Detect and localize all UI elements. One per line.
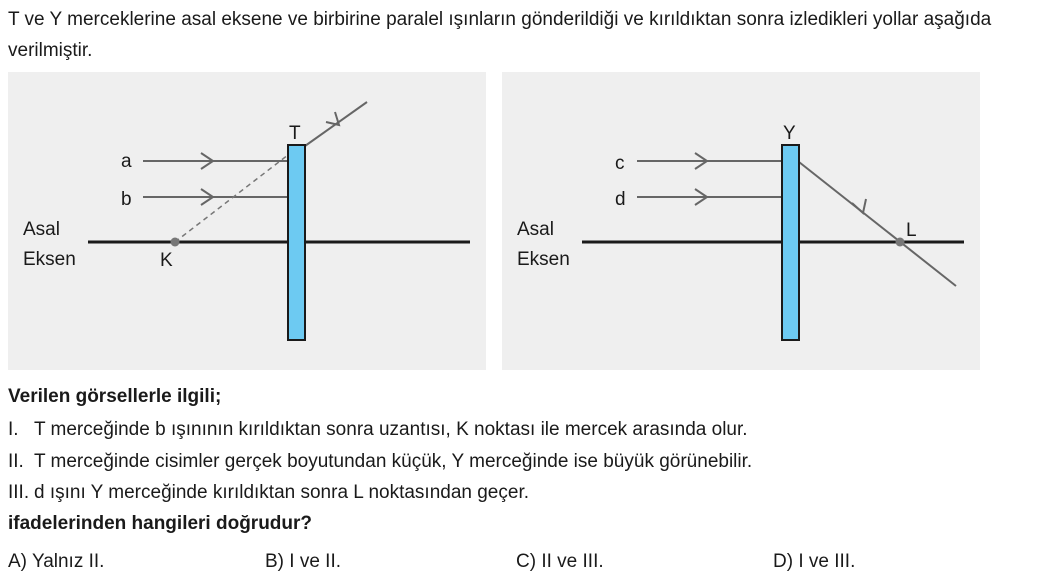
axis-label-asal: Asal (23, 219, 60, 240)
choice-b[interactable] (265, 550, 341, 574)
refracted-ray (799, 162, 956, 286)
choice-letter: A) (8, 551, 27, 572)
statement-number: III. (8, 482, 30, 503)
statement-number: I. (8, 419, 19, 440)
axis-label-eksen: Eksen (517, 249, 570, 270)
choice-letter: B) (265, 551, 284, 572)
choice-text: I ve III. (798, 551, 856, 572)
refracted-ray-arrow (852, 199, 866, 213)
choice-text: II ve III. (541, 551, 604, 572)
point-l (896, 238, 905, 247)
ray-extension-dashed (175, 148, 297, 242)
statement-text: d ışını Y merceğinde kırıldıktan sonra L noktasından geçer. (34, 482, 530, 503)
choice-d[interactable] (773, 550, 855, 574)
choice-a[interactable] (8, 550, 104, 574)
choice-text: Yalnız II. (31, 551, 105, 572)
lens-label-y: Y (783, 123, 796, 144)
choice-text: I ve II. (289, 551, 342, 572)
question-intro: T ve Y merceklerine asal eksene ve birbirine paralel ışınların gönderildiği ve kırıldıktan sonra izledikleri yollar aşağıda verilmiştir. (8, 9, 992, 61)
point-k (171, 238, 180, 247)
lens-label-t: T (289, 123, 301, 144)
statement-2 (8, 450, 752, 474)
statement-text: T merceğinde b ışınının kırıldıktan sonra uzantısı, K noktası ile mercek arasında olur. (34, 419, 748, 440)
question-closing: ifadelerinden hangileri doğrudur? (8, 513, 313, 534)
statement-number: II. (8, 451, 24, 472)
question-prompt: Verilen görsellerle ilgili; (8, 386, 222, 407)
ray-label-c: c (615, 153, 625, 174)
axis-label-asal: Asal (517, 219, 554, 240)
axis-label-eksen: Eksen (23, 249, 76, 270)
point-label-k: K (160, 250, 173, 271)
diagram-y-lens (502, 72, 980, 370)
statement-3 (8, 481, 529, 505)
choice-letter: C) (516, 551, 537, 572)
lens-y (782, 145, 799, 340)
ray-label-a: a (121, 151, 132, 172)
ray-label-d: d (615, 189, 626, 210)
statement-text: T merceğinde cisimler gerçek boyutundan küçük, Y merceğinde ise büyük görünebilir. (34, 451, 753, 472)
choice-c[interactable] (516, 550, 604, 574)
statement-1 (8, 418, 748, 442)
ray-label-b: b (121, 189, 132, 210)
choice-letter: D) (773, 551, 794, 572)
lens-t (288, 145, 305, 340)
point-label-l: L (906, 220, 917, 241)
diagram-t-lens (8, 72, 486, 370)
